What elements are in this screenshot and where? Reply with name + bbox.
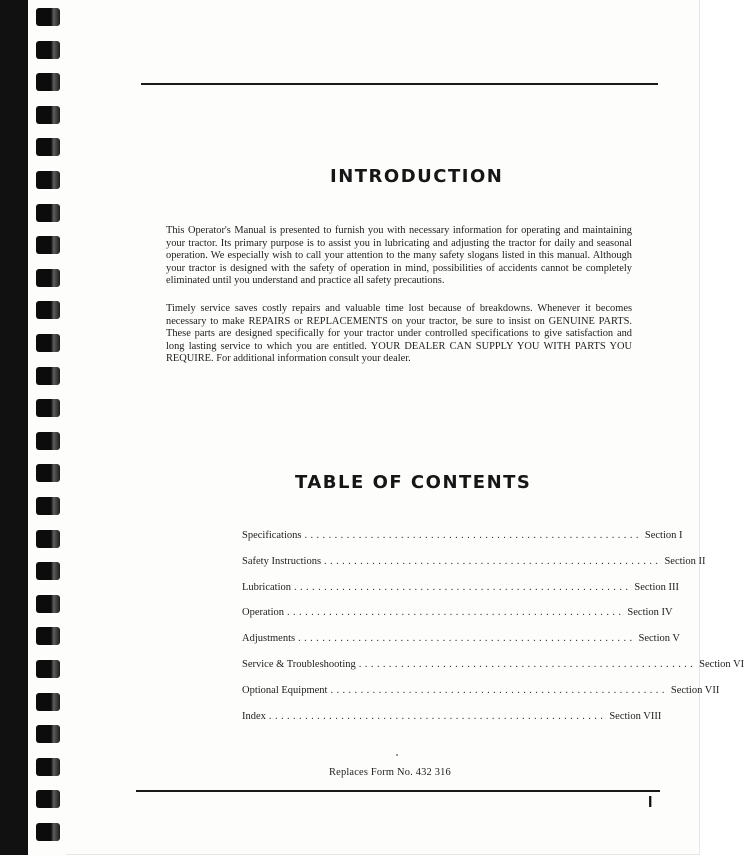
toc-item-section: Section I — [644, 530, 683, 541]
replaces-form-note: Replaces Form No. 432 316 — [329, 767, 451, 778]
toc-leader-dots: ........................................................ — [304, 530, 642, 541]
toc-item — [242, 581, 680, 608]
toc-heading: TABLE OF CONTENTS — [295, 472, 532, 493]
binding-ring — [36, 660, 60, 678]
binding-ring — [36, 367, 60, 385]
binding-ring — [36, 725, 60, 743]
toc-leader-dots: ........................................................ — [324, 555, 662, 567]
toc-item-label: Operation — [242, 607, 284, 619]
top-rule — [141, 83, 658, 85]
binding-ring — [36, 823, 60, 841]
binding-ring — [36, 464, 60, 482]
binding-ring — [36, 204, 60, 222]
binding-ring — [36, 236, 60, 254]
binding-ring — [36, 41, 60, 59]
binding-ring — [36, 627, 60, 645]
binding-ring — [36, 301, 60, 319]
introduction-heading: INTRODUCTION — [330, 166, 504, 187]
binding-ring — [36, 693, 60, 711]
toc-item-label: Safety Instructions — [242, 555, 322, 567]
toc-item-section: Section VII — [670, 684, 720, 696]
binding-ring — [36, 269, 60, 287]
binding-ring — [36, 138, 60, 156]
toc-leader-dots: ........................................................ — [268, 710, 607, 722]
toc-item-label: Lubrication — [242, 581, 291, 593]
toc-item-section: Section V — [638, 633, 681, 645]
binding-ring — [36, 432, 60, 450]
introduction-paragraph-1: This Operator's Manual is presented to furnish you with necessary information for operating and maintaining your tractor. Its primary purpose is to assist you in lubricating and adjusting the tractor for daily and seasonal operation. We especially wish to call your attention to the many safety slogans listed in this manual. Although your tractor is designed with the safety of operation in mind, possibilities of accidents cannot be completely eliminated until you understand and practice all safety precautions. — [166, 225, 632, 287]
bottom-rule — [136, 790, 660, 792]
toc-item-label: Specifications — [242, 530, 302, 541]
binding-ring — [36, 73, 60, 91]
binding-ring — [36, 334, 60, 352]
toc-item — [242, 530, 683, 556]
print-speck — [396, 754, 398, 756]
binding-ring — [36, 562, 60, 580]
page-number: I — [648, 794, 653, 811]
toc-item — [242, 684, 720, 711]
toc-item-section: Section IV — [627, 607, 673, 619]
binding-ring — [36, 790, 60, 808]
toc-leader-dots: ........................................................ — [298, 633, 636, 645]
toc-leader-dots: ........................................................ — [293, 581, 632, 593]
toc-item-section: Section II — [664, 555, 706, 567]
toc-item — [242, 607, 673, 633]
binding-ring — [36, 106, 60, 124]
toc-item — [242, 555, 706, 582]
toc-leader-dots: ........................................................ — [330, 684, 668, 696]
toc-leader-dots: ........................................................ — [358, 658, 697, 670]
introduction-paragraph-2: Timely service saves costly repairs and valuable time lost because of breakdowns. Whenever it becomes necessary to make REPAIRS or REPLACEMENTS on your tractor, be sure to insist on GENUINE PARTS. These parts are designed specifically for your tractor under controlled specifications to give satisfaction and long lasting service to which you are entitled. YOUR DEALER CAN SUPPLY YOU WITH PARTS YOU REQUIRE. For additional information consult your dealer. — [166, 303, 632, 365]
toc-item-section: Section VIII — [609, 710, 662, 722]
binding-ring — [36, 530, 60, 548]
binding-ring — [36, 8, 60, 26]
toc-item-section: Section III — [634, 581, 680, 593]
toc-item-label: Adjustments — [242, 633, 296, 645]
spiral-binding — [0, 0, 66, 855]
toc-item-label: Service & Troubleshooting — [242, 658, 356, 670]
toc-item-label: Index — [242, 710, 266, 722]
toc-item-section: Section VI — [699, 658, 744, 670]
binding-ring — [36, 497, 60, 515]
binding-ring — [36, 758, 60, 776]
toc-item — [242, 633, 681, 659]
toc-item — [242, 658, 744, 685]
binding-ring — [36, 595, 60, 613]
toc-list — [242, 530, 744, 736]
toc-item — [242, 710, 662, 737]
binding-ring — [36, 399, 60, 417]
toc-leader-dots: ........................................................ — [287, 607, 625, 619]
binding-ring — [36, 171, 60, 189]
toc-item-label: Optional Equipment — [242, 684, 328, 696]
